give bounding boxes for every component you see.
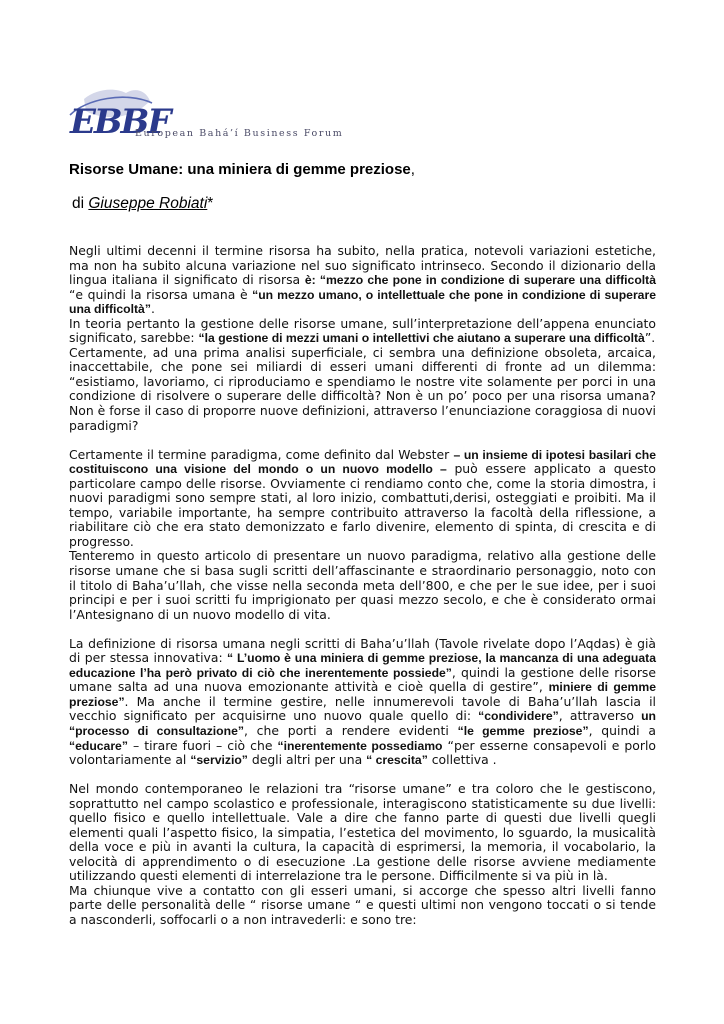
paragraph — [69, 884, 656, 928]
text-run: , attraverso — [558, 708, 642, 724]
logo-tagline: European Bahá’í Business Forum — [135, 128, 344, 139]
paragraph-gap — [69, 433, 656, 448]
text-run: “per esserne consapevoli e porlo volontariamente al — [69, 737, 656, 768]
bold-text: “ L’uomo è una miniera di gemme preziose, la mancanza di una adeguata educazione l’ha però privato di ciò che inerentemente possiede” — [69, 651, 656, 680]
document-title — [69, 161, 415, 178]
paragraph — [69, 317, 656, 346]
bold-text: “ crescita” — [366, 753, 428, 768]
paragraph — [69, 448, 656, 550]
bold-text: “la gestione di mezzi umani o intellettivi che aiutano a superare una difficoltà — [198, 331, 645, 346]
text-run: Nel mondo contemporaneo le relazioni tra “risorse umane” e tra coloro che le gestiscono, soprattutto nel campo scolastico e professionale, interagiscono statisticamente su due livelli: quello fisico e quello intellettuale. Vale a dire che fanno parte di questi due livelli quegli elementi quali l’aspetto fisico, la simpatia, l’estetica del movimento, lo sguardo, la musicalità della voce e più in avanti la cultura, la capacità di esprimersi, la memoria, il vocabolario, la velocità di apprendimento o di esecuzione .La gestione delle risorse avviene mediamente utilizzando questi elementi di interrelazione tra le persone. Difficilmente si va più in là. — [69, 781, 656, 884]
text-run: Certamente, ad una prima analisi superficiale, ci sembra una definizione obsoleta, arcaica, inaccettabile, che pone sei miliardi di esseri umani differenti di fronte ad un dilemma: “esistiamo, lavoriamo, ci riproduciamo e spendiamo le nostre vite solamente per porci in una condizione di risolvere o superare delle difficoltà? Non è un po’ poco per una risorsa umana? Non è forse il caso di proporre nuove definizioni, attraverso l’enunciazione coraggiosa di nuovi paradigmi? — [69, 344, 656, 433]
text-run: , quindi a — [588, 722, 656, 738]
text-run: . Ma anche il termine gestire, nelle innumerevoli tavole di Baha’u’llah lascia il vecchio significato per acquisirne uno nuovo quale quello di: — [69, 693, 656, 724]
text-run: Certamente il termine paradigma, come definito dal Webster — [69, 446, 454, 462]
paragraph — [69, 782, 656, 884]
author-link[interactable]: Giuseppe Robiati — [88, 195, 208, 212]
text-run: collettiva . — [427, 752, 497, 768]
bold-text: è: “mezzo che pone in condizione di superare una difficoltà — [304, 273, 656, 288]
text-run: La definizione di risorsa umana negli scritti di Baha’u’llah (Tavole rivelate dopo l’Aqdas) è già di per stessa innovativa: — [69, 635, 656, 666]
text-run: Tenteremo in questo articolo di presentare un nuovo paradigma, relativo alla gestione delle risorse umane che si basa sugli scritti dell’affascinante e straordinario personaggio, noto con il titolo di Baha’u’llah, che visse nella seconda meta dell’800, e che per le sue idee, per i suoi principi e per i suoi scritti fu imprigionato per quasi mezzo secolo, e che è considerato ormai l’Antesignano di un nuovo modello di vita. — [69, 548, 656, 622]
text-run: Negli ultimi decenni il termine risorsa ha subito, nella pratica, notevoli variazioni estetiche, ma non ha subito alcuna variazione nel suo significato intrinseco. Secondo il dizionario della lingua italiana il significato di risorsa — [69, 243, 656, 288]
bold-text: “un mezzo umano, o intellettuale che pone in condizione di superare una difficoltà” — [69, 287, 656, 317]
bold-text: “condividere” — [478, 709, 559, 724]
bold-text: – un insieme di ipotesi basilari che costituiscono una visione del mondo o un nuovo modello – — [69, 447, 656, 477]
paragraph — [69, 244, 656, 317]
byline-suffix: * — [207, 195, 214, 212]
text-run: ”. — [644, 330, 656, 346]
paragraph-gap — [69, 768, 656, 783]
text-run: In teoria pertanto la gestione delle risorse umane, sull’interpretazione dell’appena enunciato significato, sarebbe: — [69, 315, 656, 346]
paragraph — [69, 637, 656, 768]
bold-text: un “processo di consultazione” — [69, 709, 656, 738]
bold-text: “educare” — [69, 738, 128, 753]
svg-text:EBBF: EBBF — [70, 102, 170, 142]
text-run: , che porti a rendere evidenti — [243, 722, 458, 738]
byline — [72, 195, 213, 213]
bold-text: miniere di gemme preziose” — [69, 680, 656, 709]
bold-text: “servizio” — [190, 753, 248, 768]
article-body — [69, 244, 656, 928]
title-text: Risorse Umane: una miniera di gemme preziose — [69, 161, 411, 178]
title-comma: , — [410, 161, 415, 178]
text-run: degli altri per una — [247, 752, 367, 768]
byline-prefix: di — [72, 195, 89, 212]
text-run: , quindi la gestione delle risorse umane salta ad una nuova emozionante attività e cioè quella di gestire”, — [69, 664, 656, 695]
text-run: . — [150, 301, 155, 317]
text-run: – tirare fuori – ciò che — [127, 737, 278, 753]
text-run: Ma chiunque vive a contatto con gli esseri umani, si accorge che spesso altri livelli fanno parte delle personalità delle “ risorse umane “ e questi ultimi non vengono toccati o si tende a nasconderli, soffocarli o a non intravederli: e sono tre: — [69, 882, 656, 928]
text-run: può essere applicato a questo particolare campo delle risorse. Ovviamente ci rendiamo conto che, come la storia dimostra, i nuovi paradigmi sono sempre stati, al loro inizio, combattuti,derisi, osteggiati e proibiti. Ma il tempo, variabile importante, ha sempre contribuito attraverso la facoltà della riflessione, a riabilitare ciò che era stato demonizzato e farlo divenire, elemento di spinta, di crescita e di progresso. — [69, 461, 656, 549]
text-run: “e quindi la risorsa umana è — [69, 286, 253, 302]
paragraph — [69, 346, 656, 433]
paragraph-gap — [69, 622, 656, 637]
paragraph — [69, 549, 656, 622]
bold-text: “le gemme preziose” — [457, 723, 589, 738]
bold-text: “inerentemente possediamo — [277, 738, 443, 753]
